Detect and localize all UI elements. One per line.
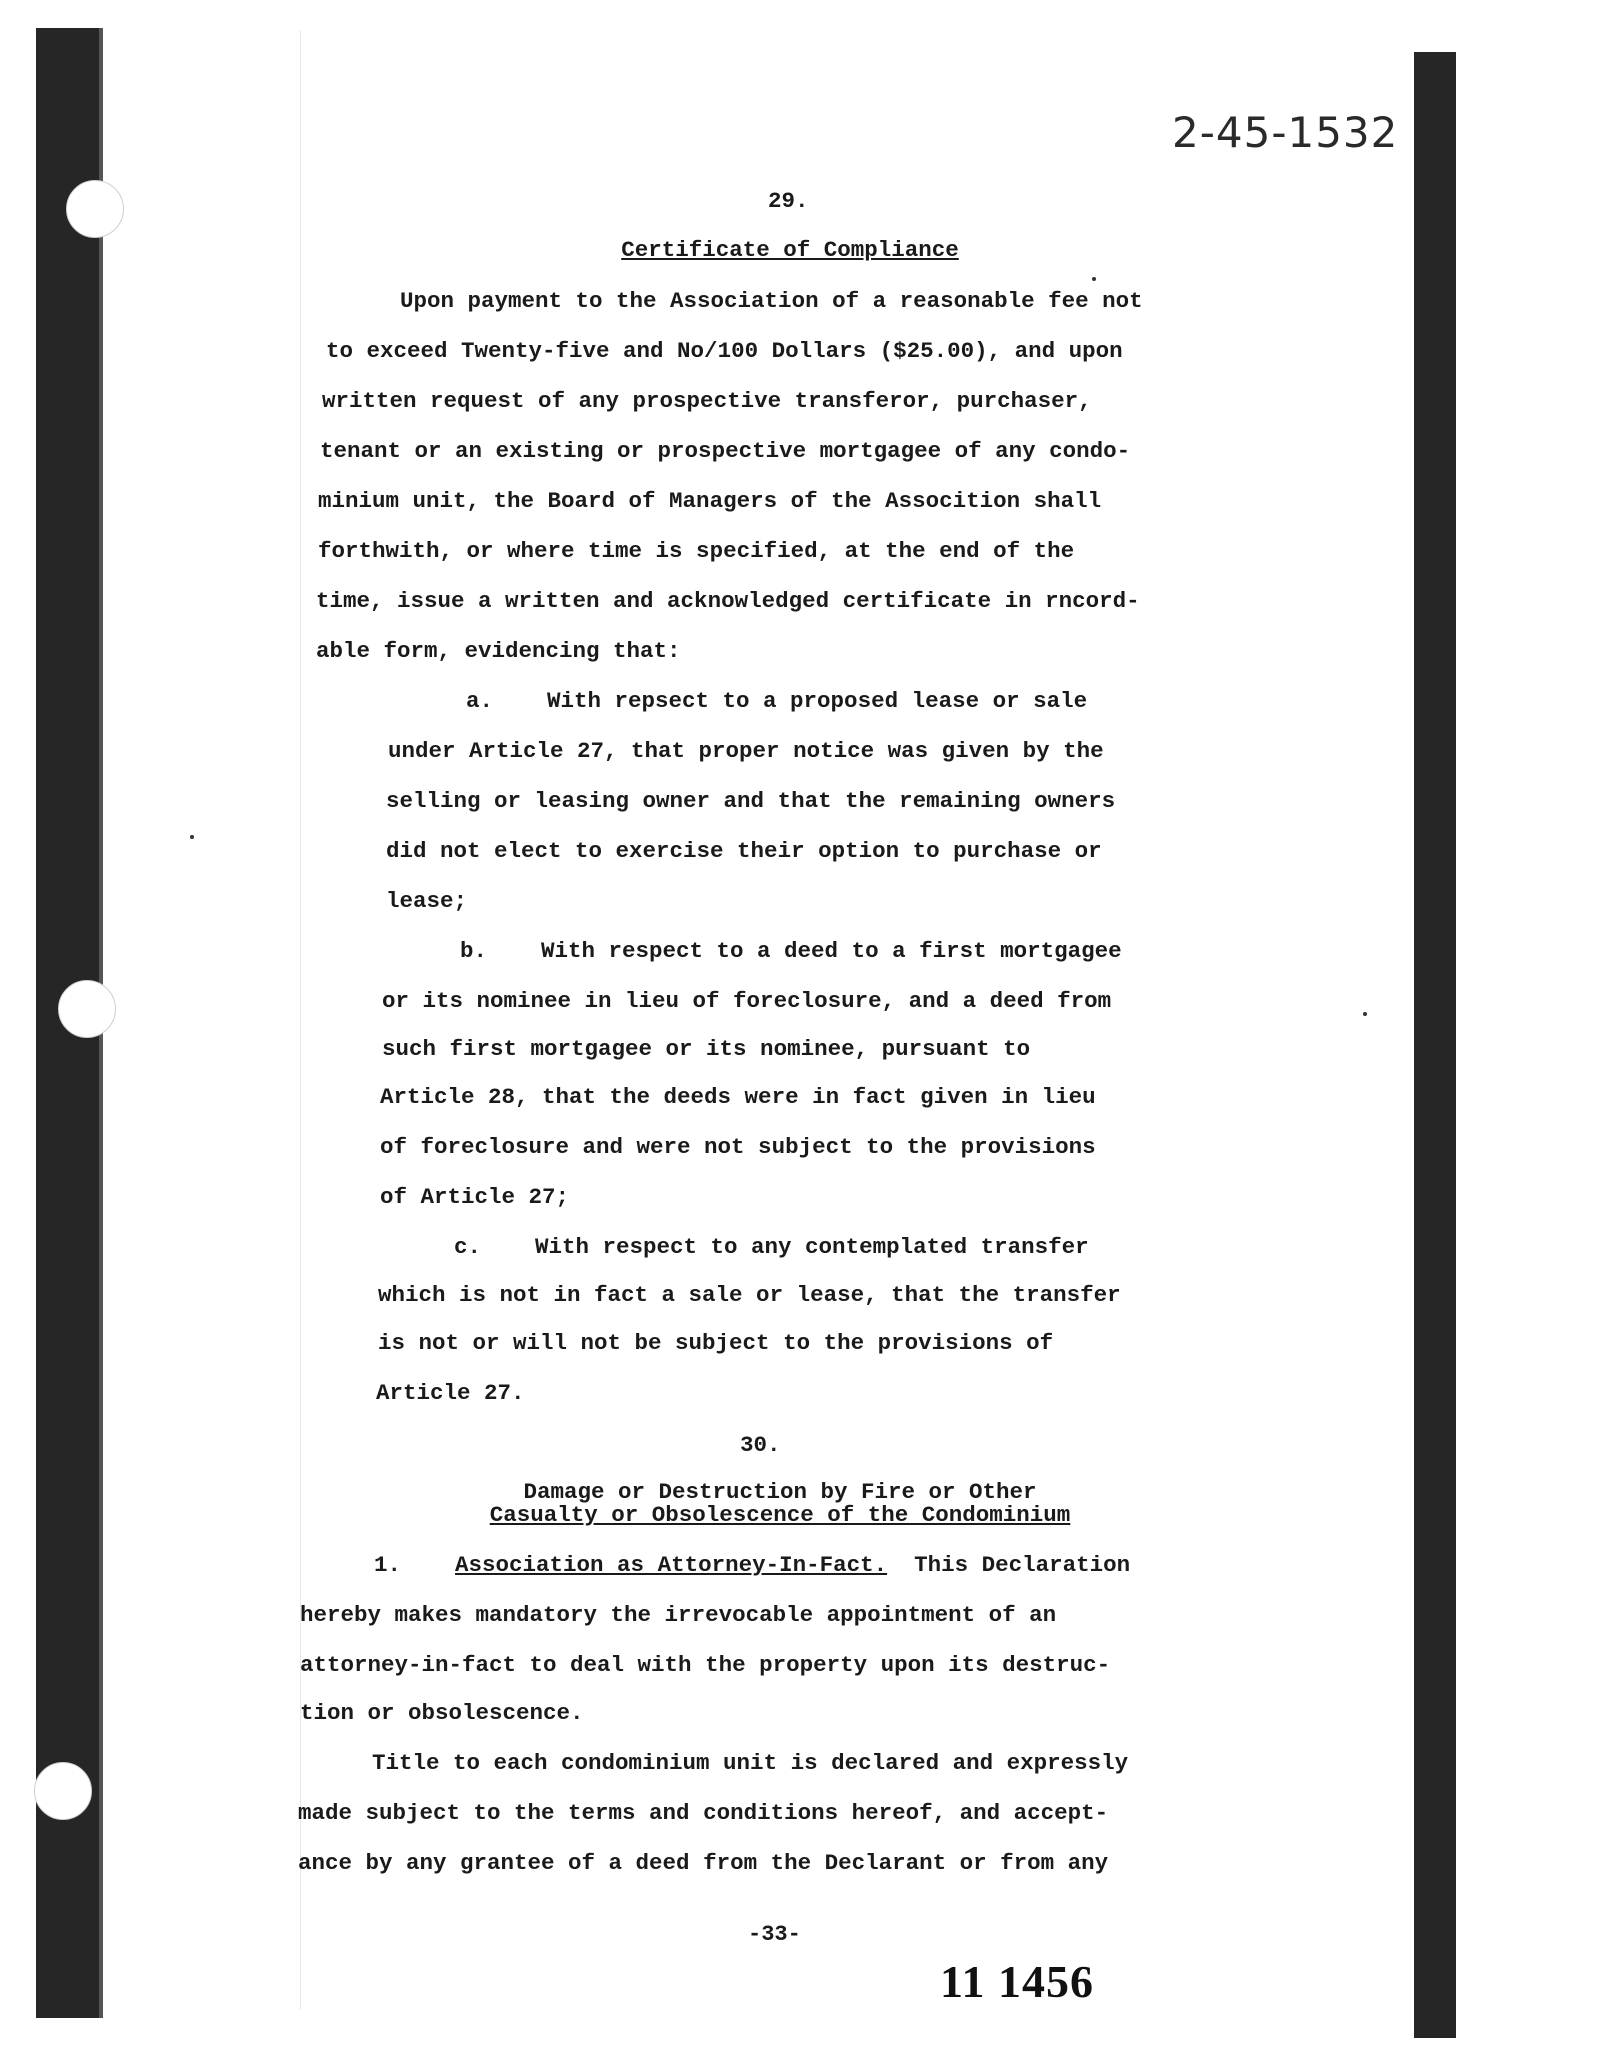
text-line: ance by any grantee of a deed from the Declarant or from any xyxy=(298,1850,1109,1876)
text-line: made subject to the terms and conditions hereof, and accept- xyxy=(298,1800,1109,1826)
text-line: lease; xyxy=(386,888,468,914)
text-line: of Article 27; xyxy=(380,1184,570,1210)
recording-stamp: 11 1456 xyxy=(940,1956,1094,2007)
text-line: which is not in fact a sale or lease, that the transfer xyxy=(378,1282,1121,1308)
text-line: is not or will not be subject to the provisions of xyxy=(378,1330,1054,1356)
text-line: or its nominee in lieu of foreclosure, and a deed from xyxy=(382,988,1112,1014)
text-line: selling or leasing owner and that the remaining owners xyxy=(386,788,1116,814)
text-line: did not elect to exercise their option to purchase or xyxy=(386,838,1102,864)
section-30-title-line1: Damage or Destruction by Fire or Other xyxy=(523,1479,1037,1505)
text-line: to exceed Twenty-five and No/100 Dollars ($25.00), and upon xyxy=(326,338,1123,364)
text-line: under Article 27, that proper notice was given by the xyxy=(388,738,1104,764)
scan-speck xyxy=(190,835,194,839)
text-line: a. With repsect to a proposed lease or sale xyxy=(466,688,1088,714)
text-line: minium unit, the Board of Managers of the Assocition shall xyxy=(318,488,1102,514)
right-binding-bar xyxy=(1414,52,1456,2038)
paragraph-number: 1. xyxy=(374,1552,402,1578)
punch-hole-middle xyxy=(58,980,116,1038)
text-line: such first mortgagee or its nominee, pursuant to xyxy=(382,1036,1031,1062)
text-line: able form, evidencing that: xyxy=(316,638,681,664)
text-line: Article 28, that the deeds were in fact given in lieu xyxy=(380,1084,1096,1110)
section-29-number: 29. xyxy=(768,188,809,214)
text-line: c. With respect to any contemplated transfer xyxy=(454,1234,1089,1260)
text-line: Upon payment to the Association of a reasonable fee not xyxy=(400,288,1143,314)
text-line: tenant or an existing or prospective mortgagee of any condo- xyxy=(320,438,1131,464)
document-stamp-number: 2-45-1532 xyxy=(1172,108,1399,157)
text-line: b. With respect to a deed to a first mortgagee xyxy=(460,938,1122,964)
section-30-number: 30. xyxy=(740,1432,781,1458)
paragraph-text: This Declaration xyxy=(887,1552,1131,1578)
punch-hole-bottom xyxy=(34,1762,92,1820)
text-line: hereby makes mandatory the irrevocable appointment of an xyxy=(300,1602,1057,1628)
page-number: -33- xyxy=(748,1922,801,1947)
text-line: tion or obsolescence. xyxy=(300,1700,584,1726)
text-line: Title to each condominium unit is declared and expressly xyxy=(372,1750,1129,1776)
scan-speck xyxy=(1092,277,1096,281)
paragraph-first-line xyxy=(374,1552,1130,1578)
section-30-title-line2: Casualty or Obsolescence of the Condominium xyxy=(489,1502,1071,1528)
text-line: attorney-in-fact to deal with the property upon its destruc- xyxy=(300,1652,1111,1678)
text-line: time, issue a written and acknowledged certificate in rncord- xyxy=(316,588,1140,614)
text-line: forthwith, or where time is specified, at the end of the xyxy=(318,538,1075,564)
paragraph-heading: Association as Attorney-In-Fact. xyxy=(455,1552,888,1578)
text-line: of foreclosure and were not subject to the provisions xyxy=(380,1134,1096,1160)
scan-speck xyxy=(1363,1012,1367,1016)
text-line: written request of any prospective transferor, purchaser, xyxy=(322,388,1092,414)
section-29-title: Certificate of Compliance xyxy=(621,237,959,263)
text-line: Article 27. xyxy=(376,1380,525,1406)
punch-hole-top xyxy=(66,180,124,238)
